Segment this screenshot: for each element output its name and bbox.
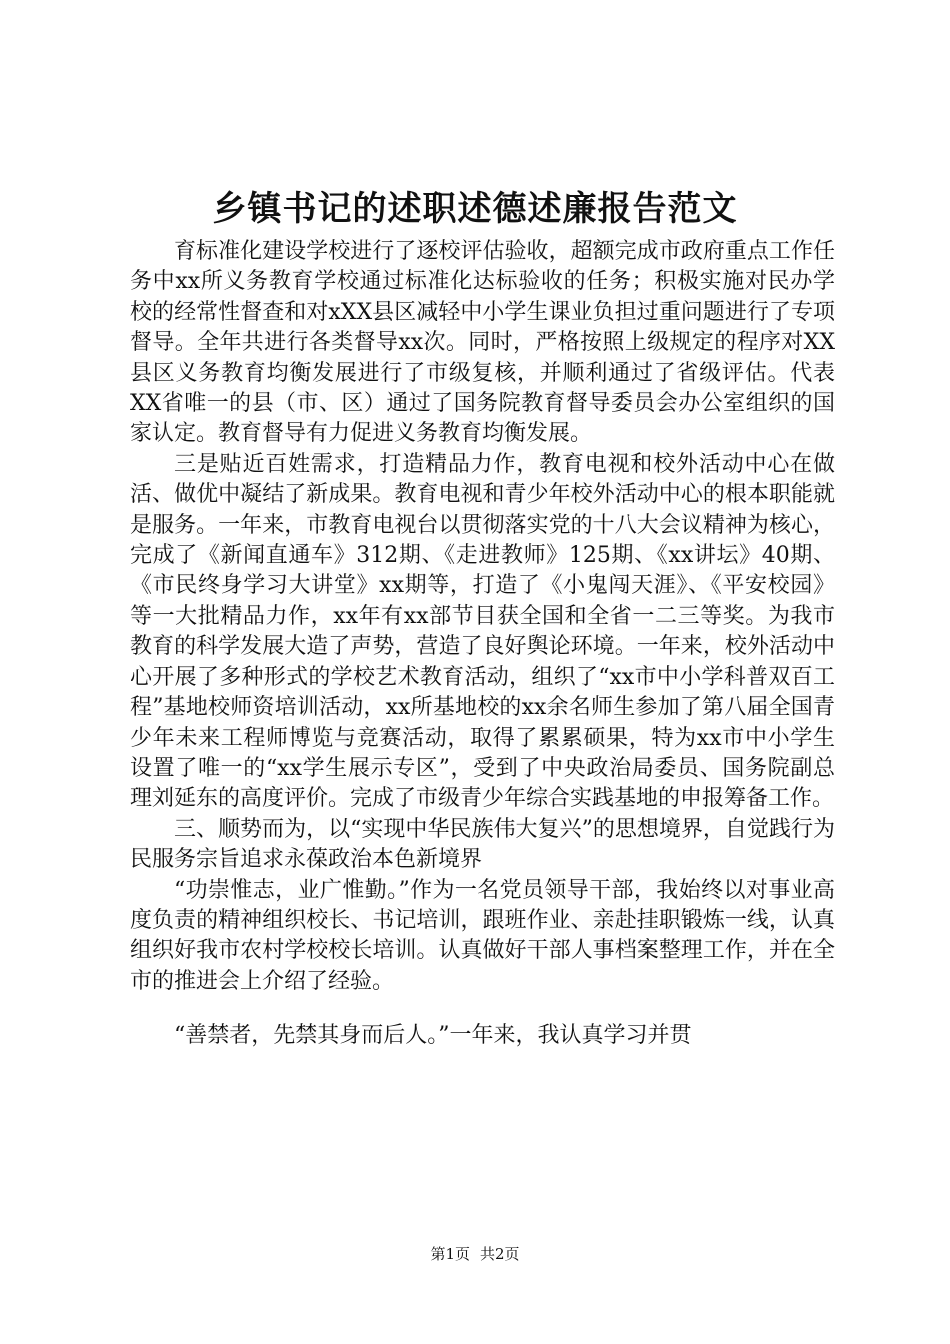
document-title: 乡镇书记的述职述德述廉报告范文 [212,189,738,229]
page-number: 第1页 [430,1245,470,1263]
document-body [130,237,835,1052]
page-total: 共2页 [480,1245,520,1263]
paragraph-education-tv-and-activity-center: 三是贴近百姓需求，打造精品力作，教育电视和校外活动中心在做活、做优中凝结了新成果。教育电视和青少年校外活动中心的根本职能就是服务。一年来，市教育电视台以贯彻落实党的十八大会议精神为核心，完成了《新闻直通车》312期、《走进教师》125期、《xx讲坛》40期、《市民终身学习大讲堂》xx期等，打造了《小鬼闯天涯》、《平安校园》等一大批精品力作，xx年有xx部节目获全国和全省一二三等奖。为我市教育的科学发展大造了声势，营造了良好舆论环境。一年来，校外活动中心开展了多种形式的学校艺术教育活动，组织了“xx市中小学科普双百工程”基地校师资培训活动，xx所基地校的xx余名师生参加了第八届全国青少年未来工程师博览与竞赛活动，取得了累累硕果，特为xx市中小学生设置了唯一的“xx学生展示专区”，受到了中央政治局委员、国务院副总理刘延东的高度评价。完成了市级青少年综合实践基地的申报筹备工作。 [130,451,835,812]
paragraph-training-work: “功崇惟志，业广惟勤。”作为一名党员领导干部，我始终以对事业高度负责的精神组织校长、书记培训，跟班作业、亲赴挂职锻炼一线，认真组织好我市农村学校校长培训。认真做好干部人事档案整理工作，并在全市的推进会上介绍了经验。 [130,877,835,994]
paragraph-self-discipline: “善禁者，先禁其身而后人。”一年来，我认真学习并贯 [174,1023,692,1049]
paragraph-education-supervision: 育标准化建设学校进行了逐校评估验收，超额完成市政府重点工作任务中xx所义务教育学校通过标准化达标验收的任务；积极实施对民办学校的经常性督查和对xXX县区减轻中小学生课业负担过重问题进行了专项督导。全年共进行各类督导xx次。同时，严格按照上级规定的程序对XX县区义务教育均衡发展进行了市级复核，并顺利通过了省级评估。代表XX省唯一的县（市、区）通过了国务院教育督导委员会办公室组织的国家认定。教育督导有力促进义务教育均衡发展。 [130,239,835,447]
page-footer [0,1244,950,1264]
section-heading-three: 三、顺势而为，以“实现中华民族伟大复兴”的思想境界，自觉践行为民服务宗旨追求永葆政治本色新境界 [130,816,835,873]
